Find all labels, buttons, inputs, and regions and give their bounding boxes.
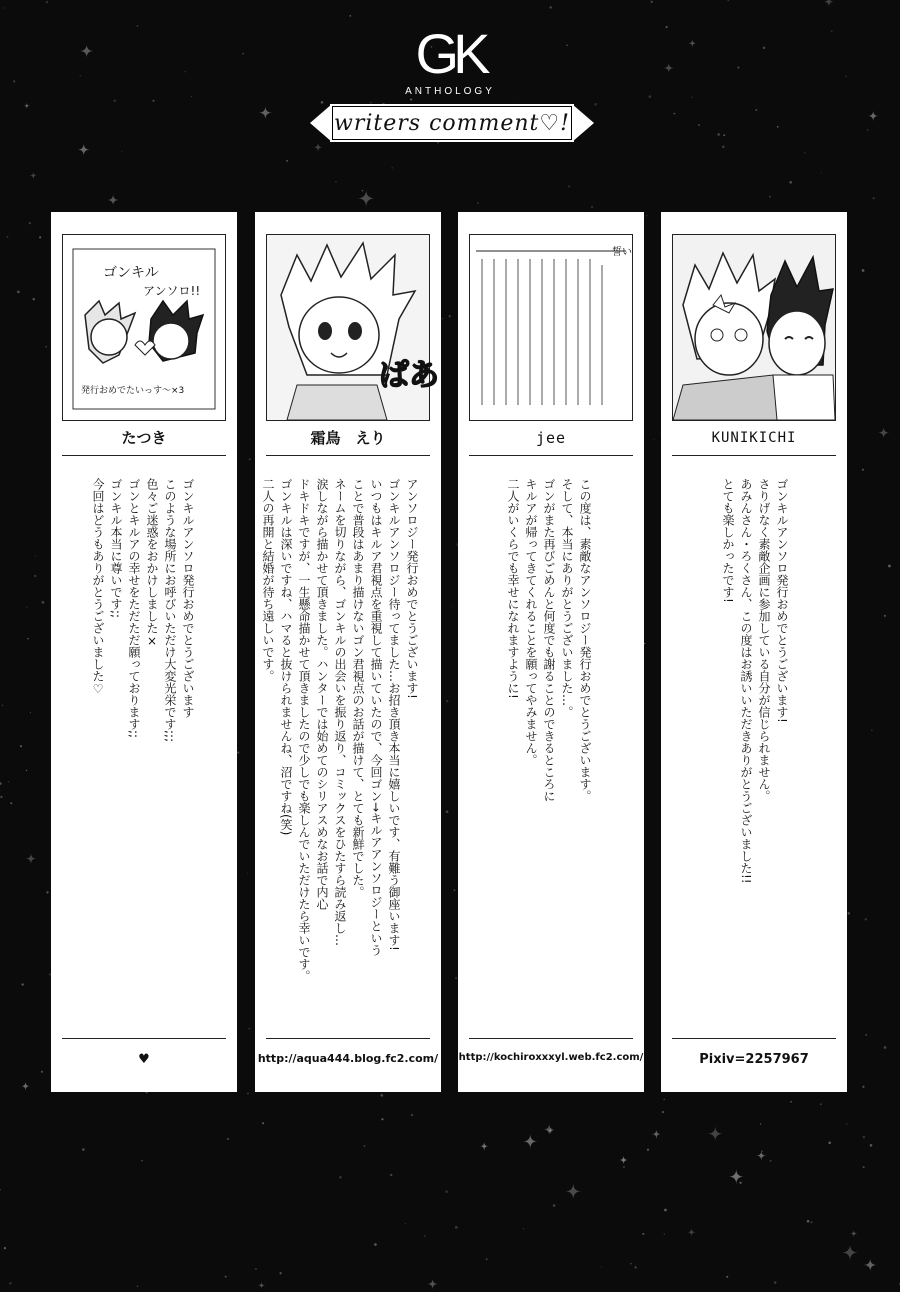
star-dot: [22, 983, 24, 985]
star-dot: [820, 1103, 822, 1105]
anthology-subtitle: ANTHOLOGY: [405, 86, 495, 97]
divider: [469, 1038, 633, 1039]
star-dot: [247, 873, 248, 874]
star-dot: [227, 1138, 229, 1140]
portrait-illustration: [672, 234, 836, 421]
banner-text: writers comment♡!: [334, 110, 570, 136]
star-dot: [390, 1174, 392, 1176]
star-dot: [477, 202, 479, 204]
star-dot: [27, 638, 29, 640]
star-dot: [33, 298, 35, 300]
star-dot: [862, 469, 864, 471]
star-dot: [0, 796, 2, 798]
star-dot: [647, 1149, 649, 1151]
divider: [62, 1038, 226, 1039]
star-dot: [141, 1160, 143, 1162]
sparkle-star: [878, 427, 890, 439]
star-dot: [653, 439, 654, 440]
star-dot: [249, 1028, 250, 1029]
star-dot: [870, 1144, 873, 1147]
star-dot: [35, 556, 36, 557]
star-dot: [865, 918, 867, 920]
sparkle-star: [523, 1134, 538, 1149]
divider: [266, 455, 430, 456]
writer-link[interactable]: Pixiv=2257967: [699, 1052, 809, 1067]
sparkle-star: [756, 1151, 766, 1161]
star-dot: [339, 1176, 341, 1178]
writers-comment-banner: [330, 104, 574, 142]
sparkle-star: [427, 1279, 438, 1290]
art-caption: ぱあ: [379, 358, 439, 393]
star-dot: [863, 1136, 865, 1138]
star-dot: [642, 1233, 644, 1235]
star-dot: [82, 1148, 85, 1151]
star-dot: [46, 891, 48, 893]
writer-name: たつき: [121, 429, 167, 447]
star-dot: [884, 615, 886, 617]
star-dot: [137, 1285, 138, 1286]
star-dot: [442, 318, 444, 320]
star-dot: [446, 700, 448, 702]
writer-comment: ゴンキルアンソロ発行おめでとうございます このような場所にお呼びいただけ大変光栄です;;; 色々ご迷惑をおかけしました× ゴンとキルアの幸せをただただ願っております;; ゴンキル本当に尊いです;; 今回はどうもありがとうございました♡: [91, 478, 195, 743]
divider: [672, 1038, 836, 1039]
star-dot: [455, 977, 457, 979]
star-dot: [664, 1233, 665, 1234]
star-dot: [862, 1086, 864, 1088]
star-dot: [279, 1272, 281, 1274]
star-dot: [523, 1228, 524, 1229]
writer-comment: ゴンキルアンソロ発行おめでとうございます! さりげなく素敵企画に参加している自分が信じられません。 あみんさん・ろくさん、この度はお誘いいただきありがとうございました!! とても楽しかったです!: [721, 478, 789, 884]
star-dot: [635, 1266, 637, 1268]
star-dot: [405, 1223, 406, 1224]
star-dot: [828, 1142, 831, 1145]
divider: [672, 455, 836, 456]
star-dot: [26, 770, 27, 771]
sparkle-star: [25, 853, 36, 864]
star-dot: [646, 215, 647, 216]
writer-name: jee: [535, 429, 567, 447]
star-dot: [364, 1145, 366, 1147]
portrait-illustration: [469, 234, 633, 421]
star-dot: [862, 269, 865, 272]
writer-link[interactable]: http://kochiroxxxyl.web.fc2.com/: [458, 1052, 644, 1063]
star-dot: [237, 751, 239, 753]
star-dot: [247, 1093, 249, 1095]
star-dot: [225, 1276, 227, 1278]
star-dot: [381, 1118, 383, 1120]
star-dot: [455, 1226, 458, 1229]
star-dot: [664, 1209, 667, 1212]
star-dot: [411, 1114, 413, 1116]
star-dot: [249, 458, 251, 460]
writer-link[interactable]: http://aqua444.blog.fc2.com/: [257, 1052, 439, 1065]
sparkle-star: [619, 1156, 628, 1165]
star-dot: [8, 781, 9, 782]
sparkle-star: [480, 1142, 489, 1151]
star-dot: [0, 782, 2, 785]
sparkle-star: [543, 1124, 554, 1135]
star-dot: [452, 606, 453, 607]
art-caption: 発行おめでたいっす〜×3: [81, 386, 185, 396]
star-dot: [486, 1258, 488, 1260]
star-dot: [30, 712, 31, 713]
star-dot: [29, 222, 31, 224]
writer-name: 霜鳥 えり: [310, 429, 386, 447]
star-dot: [454, 889, 456, 891]
star-dot: [863, 1166, 865, 1168]
star-dot: [17, 290, 20, 293]
star-dot: [39, 236, 41, 238]
writer-card-tatsuki: [51, 212, 237, 1092]
star-dot: [374, 1243, 377, 1246]
star-dot: [888, 565, 891, 568]
star-dot: [761, 1150, 763, 1152]
star-dot: [262, 1122, 264, 1124]
star-dot: [446, 810, 449, 813]
star-dot: [623, 1166, 625, 1168]
star-dot: [760, 1123, 762, 1125]
writer-name: KUNIKICHI: [711, 430, 797, 446]
writer-link: ♥: [138, 1052, 150, 1067]
star-dot: [445, 1190, 448, 1193]
writer-comment: この度は、素敵なアンソロジー発行おめでとうございます。 そして、本当にありがとうございました…。 ゴンがまた再びごめんと何度でも謝ることのできるところに キルアが帰ってきてくれることを願ってやみません。 二人がいくらでも幸せになれますように!: [506, 478, 592, 802]
star-dot: [34, 575, 36, 577]
sparkle-star: [707, 1126, 723, 1142]
sparkle-star: [565, 1183, 582, 1200]
star-dot: [255, 1268, 256, 1269]
sparkle-star: [21, 1082, 30, 1091]
art-caption: アンソロ!!: [143, 284, 201, 298]
star-dot: [810, 1221, 812, 1223]
star-dot: [380, 1094, 383, 1097]
star-dot: [41, 601, 44, 604]
writer-comment: アンソロジー発行おめでとうございます! ゴンキルアンソロジー待ってました…お招き頂き本当に嬉しいです、有難う御座います! いつもはキルア君視点を重視して描いていたので、今回ゴン→キルアアンソロジーという ことで普段はあまり描けないゴン君視点のお話が描けて、とても新鮮でした。 ネームを切りながら、ゴンキルの出会いを振り返り、コミックスをひたすら読み返し… 涙しながら描かせて頂きました。ハンターでは始めてのシリアスめなお話で内心 ドキドキですが、一生懸命描かせて頂きましたので少しでも楽しんでいただけたら幸いです。 ゴンキルは深いですね、ハマると抜けられませんね、沼ですね(笑) 二人の再開と結婚が待ち遠しいです。: [261, 478, 419, 982]
art-caption: 誓い: [612, 247, 632, 258]
writer-card-shimotori: [255, 212, 441, 1092]
art-caption: ゴンキル: [103, 265, 159, 281]
star-dot: [41, 1071, 43, 1073]
star-dot: [770, 1160, 772, 1162]
star-dot: [774, 1281, 776, 1283]
sparkle-star: [841, 1244, 858, 1261]
star-dot: [424, 1235, 426, 1237]
portrait-illustration: [62, 234, 226, 421]
star-dot: [9, 1282, 11, 1284]
portrait-illustration: [266, 234, 439, 421]
sparkle-star: [652, 1130, 661, 1139]
star-dot: [10, 802, 12, 804]
star-dot: [4, 1247, 6, 1249]
star-dot: [0, 1189, 1, 1190]
sparkle-star: [864, 1258, 877, 1271]
star-dot: [630, 1263, 631, 1264]
divider: [266, 1038, 430, 1039]
star-dot: [20, 745, 22, 747]
star-dot: [45, 346, 47, 348]
sparkle-star: [729, 1169, 744, 1184]
star-dot: [553, 1204, 556, 1207]
star-dot: [739, 1182, 741, 1184]
star-dot: [726, 1276, 728, 1278]
star-dot: [2, 705, 3, 706]
star-dot: [848, 912, 850, 914]
star-dot: [591, 206, 593, 208]
star-dot: [884, 1046, 887, 1049]
star-dot: [846, 1123, 848, 1125]
anthology-logo: GK: [415, 22, 485, 85]
star-dot: [449, 315, 451, 317]
sparkle-star: [850, 1230, 857, 1237]
header: [0, 0, 900, 200]
sparkle-star: [687, 1228, 695, 1236]
sparkle-star: [258, 1282, 265, 1289]
writer-card-jee: [458, 212, 644, 1092]
star-dot: [662, 1111, 664, 1113]
writer-card-kunikichi: [661, 212, 847, 1092]
star-dot: [26, 606, 27, 607]
star-dot: [663, 1099, 665, 1101]
divider: [469, 455, 633, 456]
star-dot: [6, 236, 8, 238]
star-dot: [790, 1101, 792, 1103]
star-dot: [865, 1034, 867, 1036]
star-dot: [601, 1266, 602, 1267]
star-dot: [871, 730, 872, 731]
star-dot: [807, 1220, 810, 1223]
divider: [62, 455, 226, 456]
